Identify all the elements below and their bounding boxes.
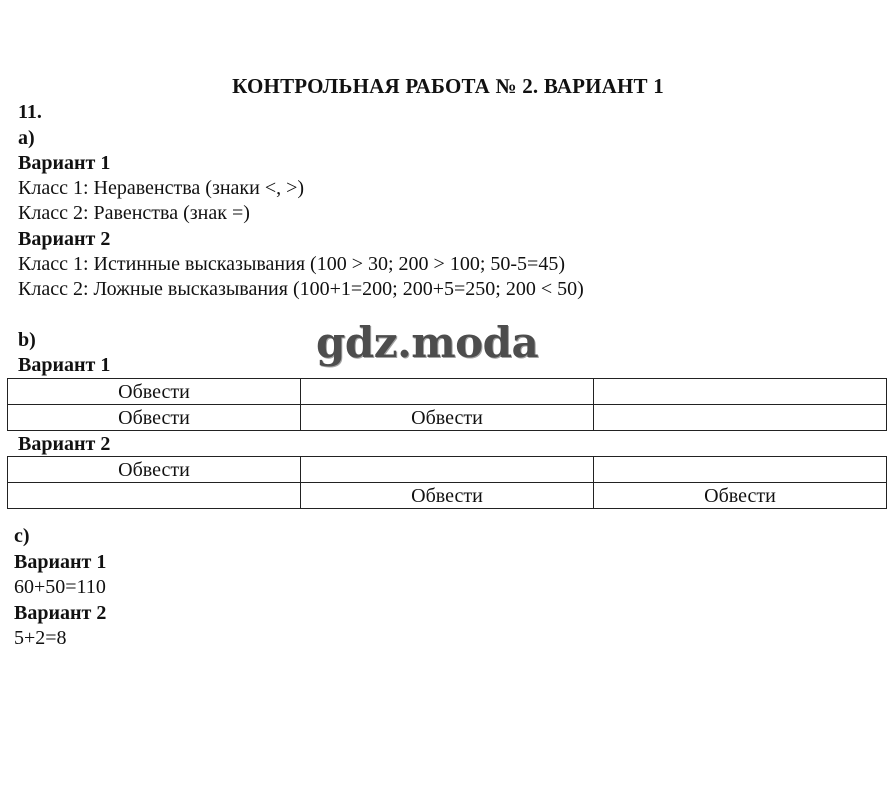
part-b-label: b) — [18, 329, 36, 351]
part-c-variant2-answer: 5+2=8 — [14, 627, 67, 649]
part-c-variant2-heading: Вариант 2 — [14, 602, 107, 624]
table-cell: Обвести — [301, 483, 594, 509]
task-number: 11. — [18, 101, 42, 123]
part-a-variant2-line-2: Класс 2: Ложные высказывания (100+1=200; 200+5=250; 200 < 50) — [18, 278, 584, 300]
part-a-variant1-line-2: Класс 2: Равенства (знак =) — [18, 202, 250, 224]
part-a-label: а) — [18, 127, 35, 149]
table-cell: Обвести — [301, 405, 594, 431]
table-cell: Обвести — [8, 379, 301, 405]
part-c-label: c) — [14, 525, 30, 547]
table-cell: Обвести — [594, 483, 887, 509]
part-a-variant1-heading: Вариант 1 — [18, 152, 111, 174]
page-title: КОНТРОЛЬНАЯ РАБОТА № 2. ВАРИАНТ 1 — [232, 74, 664, 98]
part-a-variant2-line-1: Класс 1: Истинные высказывания (100 > 30; 200 > 100; 50-5=45) — [18, 253, 565, 275]
table-cell — [594, 457, 887, 483]
part-b-variant1-heading: Вариант 1 — [18, 354, 111, 376]
table-cell: Обвести — [8, 457, 301, 483]
part-c-variant1-heading: Вариант 1 — [14, 551, 107, 573]
part-c-variant1-answer: 60+50=110 — [14, 576, 106, 598]
part-a-variant2-heading: Вариант 2 — [18, 228, 111, 250]
part-b-variant2-table — [7, 456, 887, 509]
watermark: gdz.moda — [316, 318, 539, 367]
table-cell — [8, 483, 301, 509]
table-cell — [301, 379, 594, 405]
part-b-variant2-heading: Вариант 2 — [18, 433, 111, 455]
table-row — [8, 483, 887, 509]
table-cell — [594, 379, 887, 405]
table-row — [8, 457, 887, 483]
part-a-variant1-line-1: Класс 1: Неравенства (знаки <, >) — [18, 177, 305, 199]
table-row — [8, 405, 887, 431]
table-cell: Обвести — [8, 405, 301, 431]
table-cell — [594, 405, 887, 431]
part-b-variant1-table — [7, 378, 887, 431]
table-row — [8, 379, 887, 405]
table-cell — [301, 457, 594, 483]
